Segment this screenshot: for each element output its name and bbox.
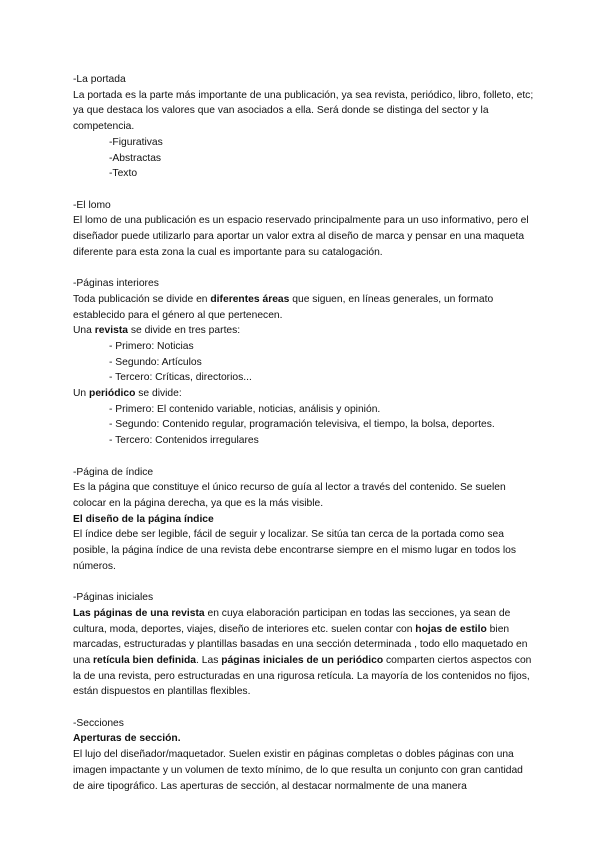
section-lomo: [73, 198, 534, 261]
list-item: -Abstractas: [109, 152, 162, 164]
text-run: Una: [73, 325, 95, 337]
list-item: - Segundo: Contenido regular, programación televisiva, el tiempo, la bolsa, deportes.: [109, 419, 495, 431]
paragraph: [73, 386, 534, 402]
text-run: Un: [73, 388, 90, 400]
list-item: -Figurativas: [109, 136, 163, 148]
bold-text: revista: [94, 325, 128, 337]
subheading: [73, 731, 534, 747]
section-indice: [73, 465, 534, 575]
paragraph: La portada es la parte más importante de una publicación, ya sea revista, periódico, libro, folleto, etc; ya que destaca los valores que van asociados a ella. Será donde se distinga del sector y la competencia.: [73, 89, 534, 133]
section-heading: -Secciones: [73, 717, 124, 729]
list-item: -Texto: [109, 168, 138, 180]
paragraph: Es la página que constituye el único recurso de guía al lector a través del contenido. Se suelen colocar en la página derecha, ya que es la más visible.: [73, 482, 506, 509]
bold-text: diferentes áreas: [210, 293, 290, 305]
paragraph: [73, 606, 534, 700]
section-secciones: [73, 716, 534, 795]
text-run: se divide:: [135, 388, 182, 400]
text-run: bien marcadas, estructuradas y plantillas basadas en una sección determinada , todo ello maquetado en una: [73, 623, 528, 666]
bold-text: páginas iniciales de un periódico: [221, 654, 384, 666]
bold-text: Las páginas de una revista: [73, 607, 205, 619]
paragraph: El índice debe ser legible, fácil de seguir y localizar. Se sitúa tan cerca de la portada como sea posible, la página índice de una revista debe encontrarse siempre en el mismo lugar en todos los números.: [73, 529, 517, 572]
bold-text: retícula bien definida: [93, 654, 197, 666]
section-heading: -La portada: [73, 74, 126, 85]
list-item: - Tercero: Críticas, directorios...: [109, 372, 252, 384]
paragraph: El lomo de una publicación es un espacio reservado principalmente para un uso informativo, pero el diseñador puede utilizarlo para aportar un valor extra al diseño de marca y pensar en una maqueta diferente para esta zona la cual es importante para su catalogación.: [73, 215, 529, 258]
bold-text: Aperturas de sección.: [73, 733, 181, 745]
text-run: Toda publicación se divide en: [73, 293, 211, 305]
list-item: - Primero: El contenido variable, noticias, análisis y opinión.: [109, 403, 381, 415]
list-item: - Tercero: Contenidos irregulares: [109, 435, 259, 447]
paragraph: El lujo del diseñador/maquetador. Suelen existir en páginas completas o dobles páginas con una imagen impactante y un volumen de texto mínimo, de lo que resulta un conjunto con gran cantidad de aire tipográfico. Las aperturas de sección, al destacar normalmente de una manera: [73, 749, 523, 792]
list-item: - Primero: Noticias: [109, 340, 194, 352]
section-heading: -Páginas interiores: [73, 278, 159, 290]
bold-text: hojas de estilo: [415, 623, 487, 635]
section-iniciales: [73, 590, 534, 700]
section-heading: -El lomo: [73, 199, 111, 211]
text-run: . Las: [196, 654, 222, 666]
paragraph: [73, 292, 534, 323]
section-portada: [73, 72, 534, 182]
section-heading: -Páginas iniciales: [73, 592, 154, 604]
bold-text: El diseño de la página índice: [73, 513, 214, 525]
text-run: que siguen, en líneas generales, un formato establecido para el género al que pertenecen.: [73, 293, 494, 321]
bold-text: periódico: [89, 388, 136, 400]
section-interiores: [73, 276, 534, 449]
text-run: comparten ciertos aspectos con la de una revista, pero estructuradas en una rigurosa retícula. La mayoría de los contenidos no fijos, están dispuestos en plantillas flexibles.: [73, 654, 532, 698]
paragraph: [73, 323, 534, 339]
section-heading: -Página de índice: [73, 466, 154, 478]
text-run: se divide en tres partes:: [127, 325, 241, 337]
list-item: - Segundo: Artículos: [109, 356, 202, 368]
text-run: en cuya elaboración participan en todas las secciones, ya sean de cultura, moda, deportes, viajes, diseño de interiores etc. suelen contar con: [73, 607, 511, 635]
subheading: [73, 512, 534, 528]
